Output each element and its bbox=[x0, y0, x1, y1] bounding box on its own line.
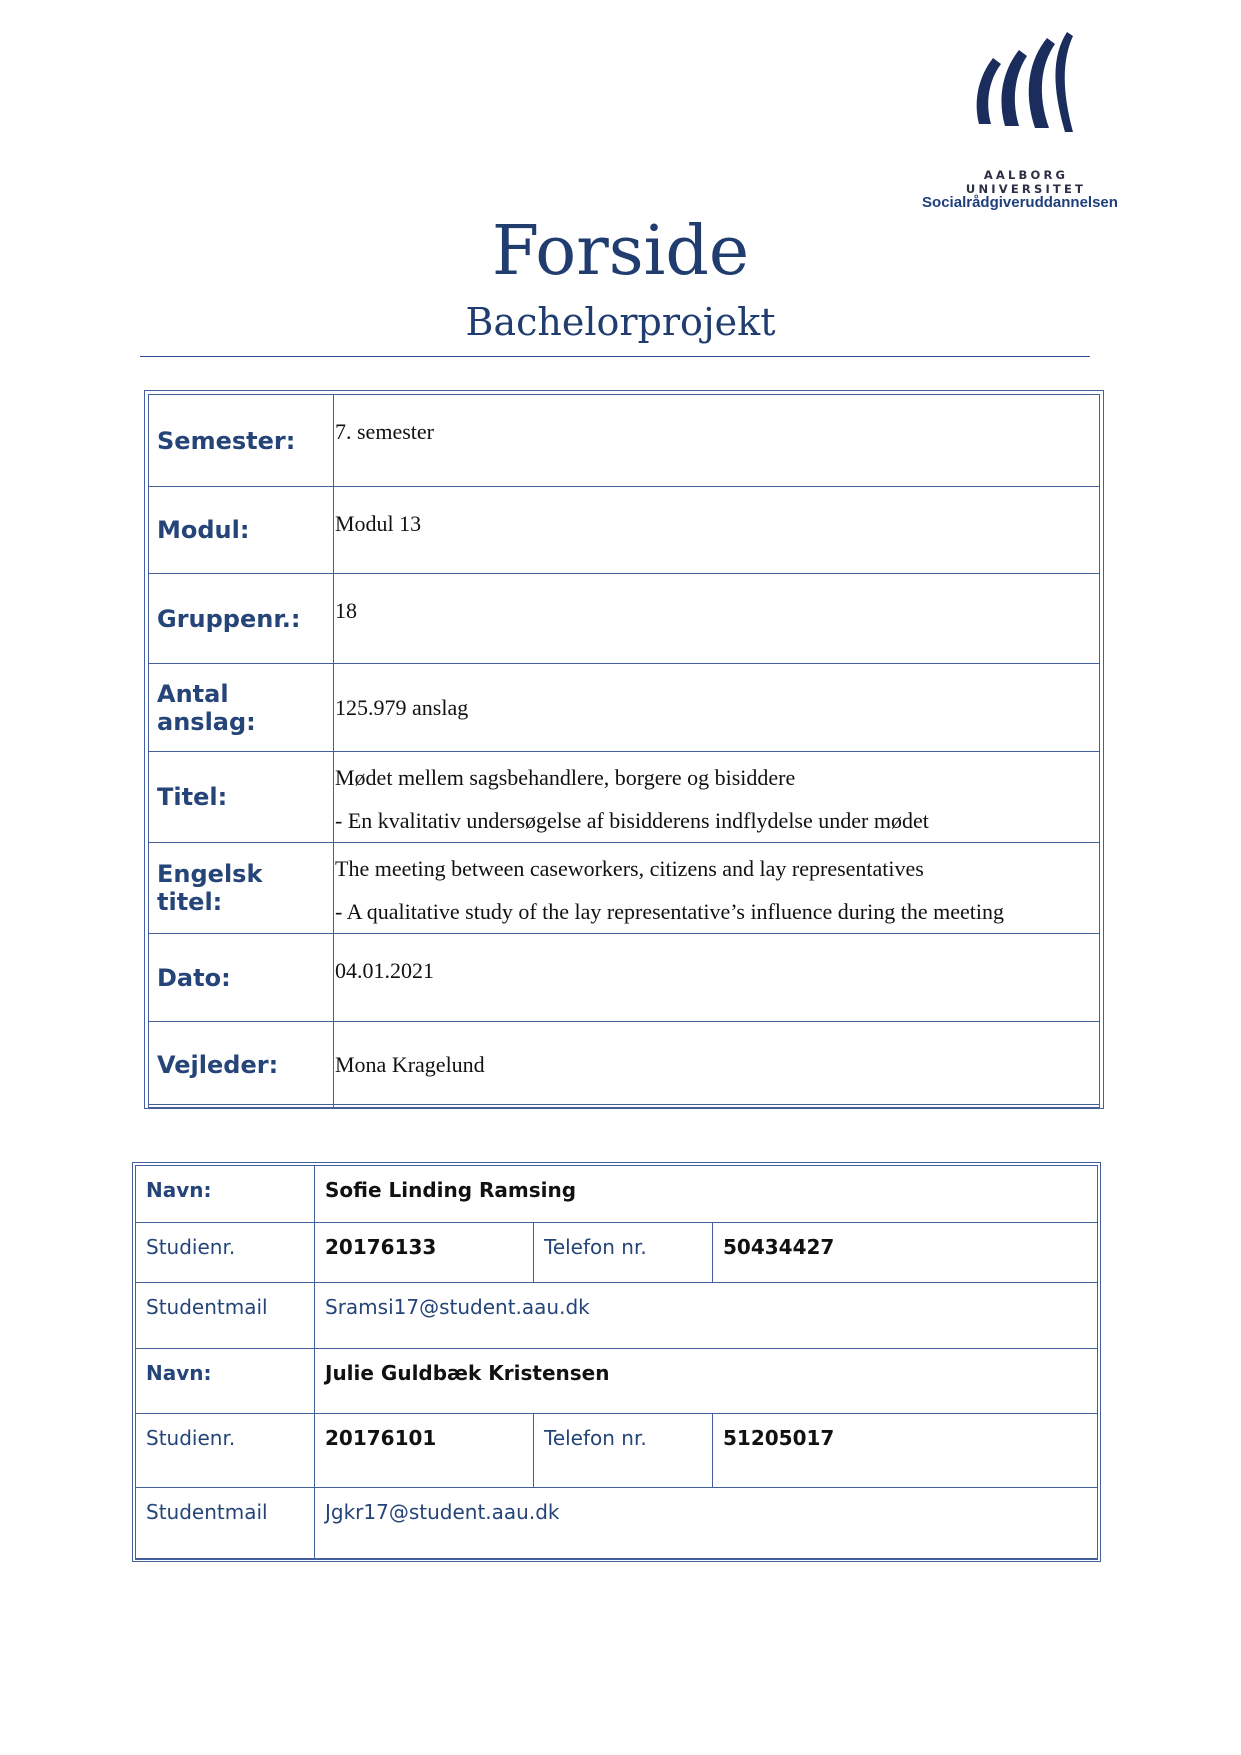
phone-label: Telefon nr. bbox=[534, 1223, 713, 1283]
info-value: 18 bbox=[334, 574, 1100, 664]
student-name: Sofie Linding Ramsing bbox=[315, 1166, 1098, 1223]
student-name: Julie Guldbæk Kristensen bbox=[315, 1349, 1098, 1414]
student-mail: Jgkr17@student.aau.dk bbox=[315, 1488, 1098, 1560]
name-label: Navn: bbox=[136, 1349, 315, 1414]
info-label: Gruppenr.: bbox=[149, 574, 334, 664]
mail-label: Studentmail bbox=[136, 1488, 315, 1560]
phone-label: Telefon nr. bbox=[534, 1414, 713, 1488]
info-label: Vejleder: bbox=[149, 1022, 334, 1108]
university-name: AALBORG UNIVERSITET bbox=[965, 168, 1087, 196]
info-value: 125.979 anslag bbox=[334, 664, 1100, 752]
title-divider bbox=[140, 356, 1090, 357]
student-number-row bbox=[136, 1223, 1098, 1283]
student-no: 20176133 bbox=[315, 1223, 534, 1283]
info-value: 04.01.2021 bbox=[334, 934, 1100, 1022]
info-value: 7. semester bbox=[334, 395, 1100, 487]
aau-wave-logo-icon bbox=[965, 28, 1085, 148]
students-table bbox=[132, 1162, 1101, 1562]
info-label: Dato: bbox=[149, 934, 334, 1022]
student-mail-row bbox=[136, 1488, 1098, 1560]
title-line-1: Mødet mellem sagsbehandlere, borgere og bisiddere bbox=[335, 765, 796, 790]
info-row-date bbox=[149, 934, 1100, 1022]
info-row-group bbox=[149, 574, 1100, 664]
info-value: Modul 13 bbox=[334, 487, 1100, 574]
info-label: Engelsk titel: bbox=[149, 843, 334, 934]
info-value bbox=[334, 843, 1100, 934]
page-subtitle: Bachelorprojekt bbox=[465, 300, 776, 344]
info-row-supervisor bbox=[149, 1022, 1100, 1108]
info-row-english-title bbox=[149, 843, 1100, 934]
student-no-label: Studienr. bbox=[136, 1414, 315, 1488]
program-name: Socialrådgiveruddannelsen bbox=[922, 194, 1118, 211]
info-value: Mona Kragelund bbox=[334, 1022, 1100, 1108]
student-name-row bbox=[136, 1166, 1098, 1223]
info-value bbox=[334, 752, 1100, 843]
info-label: Antal anslag: bbox=[149, 664, 334, 752]
english-title-line-1: The meeting between caseworkers, citizens and lay representatives bbox=[335, 856, 924, 881]
info-row-modul bbox=[149, 487, 1100, 574]
english-title-line-2: - A qualitative study of the lay representative’s influence during the meeting bbox=[335, 899, 1004, 924]
info-label: Semester: bbox=[149, 395, 334, 487]
student-number-row bbox=[136, 1414, 1098, 1488]
university-logo bbox=[905, 28, 1135, 218]
title-line-2: - En kvalitativ undersøgelse af bisidderens indflydelse under mødet bbox=[335, 808, 929, 833]
phone: 50434427 bbox=[713, 1223, 1098, 1283]
info-row-semester bbox=[149, 395, 1100, 487]
info-label: Modul: bbox=[149, 487, 334, 574]
info-row-characters bbox=[149, 664, 1100, 752]
student-no-label: Studienr. bbox=[136, 1223, 315, 1283]
name-label: Navn: bbox=[136, 1166, 315, 1223]
student-mail-row bbox=[136, 1283, 1098, 1349]
student-no: 20176101 bbox=[315, 1414, 534, 1488]
project-info-table bbox=[144, 390, 1104, 1109]
page-title: Forside bbox=[491, 212, 750, 291]
info-row-title bbox=[149, 752, 1100, 843]
student-name-row bbox=[136, 1349, 1098, 1414]
student-mail: Sramsi17@student.aau.dk bbox=[315, 1283, 1098, 1349]
mail-label: Studentmail bbox=[136, 1283, 315, 1349]
info-label: Titel: bbox=[149, 752, 334, 843]
phone: 51205017 bbox=[713, 1414, 1098, 1488]
